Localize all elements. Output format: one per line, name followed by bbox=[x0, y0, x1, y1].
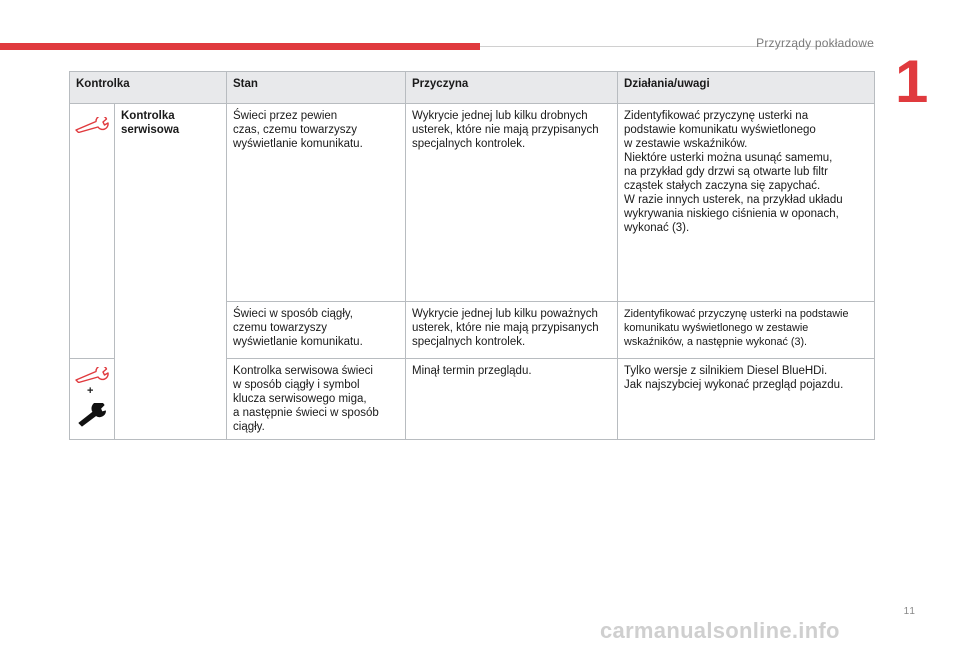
icon-cell bbox=[70, 359, 115, 440]
warning-name-cell bbox=[115, 104, 227, 440]
wrench-filled-icon bbox=[77, 403, 107, 427]
table-row bbox=[70, 104, 875, 302]
table-cell: Tylko wersje z silnikiem Diesel BlueHDi. Jak najszybciej wykonać przegląd pojazdu. bbox=[618, 359, 875, 440]
wrench-outline-icon bbox=[75, 117, 109, 133]
wrench-outline-icon bbox=[75, 367, 109, 383]
table-header-row bbox=[70, 72, 875, 104]
icon-cell bbox=[70, 104, 115, 359]
table-cell: Świeci w sposób ciągły, czemu towarzyszy wyświetlanie komunikatu. bbox=[227, 302, 406, 359]
column-header-przyczyna: Przyczyna bbox=[406, 72, 618, 104]
watermark: carmanualsonline.info bbox=[600, 618, 840, 643]
column-header-kontrolka: Kontrolka bbox=[70, 72, 227, 104]
section-title: Przyrządy pokładowe bbox=[756, 36, 874, 50]
table-cell: Wykrycie jednej lub kilku poważnych usterek, które nie mają przypisanych specjalnych kontrolek. bbox=[406, 302, 618, 359]
column-header-stan: Stan bbox=[227, 72, 406, 104]
table-cell: Kontrolka serwisowa świeci w sposób ciągły i symbol klucza serwisowego miga, a następnie świeci w sposób ciągły. bbox=[227, 359, 406, 440]
table-cell: Zidentyfikować przyczynę usterki na podstawie komunikatu wyświetlonego w zestawie wskaźników. Niektóre usterki można usunąć samemu, na przykład gdy drzwi są otwarte lub filtr cząstek stałych zaczyna się zapychać. W razie innych usterek, na przykład układu wykrywania niskiego ciśnienia w oponach, wykonać (3). bbox=[618, 104, 875, 302]
warning-name: Kontrolka serwisowa bbox=[121, 110, 180, 136]
plus-sign: + bbox=[87, 385, 94, 397]
column-header-dzialania: Działania/uwagi bbox=[618, 72, 875, 104]
table-cell: Minął termin przeglądu. bbox=[406, 359, 618, 440]
table-cell: Zidentyfikować przyczynę usterki na podstawie komunikatu wyświetlonego w zestawie wskaźników, a następnie wykonać (3). bbox=[618, 302, 875, 359]
table-cell: Świeci przez pewien czas, czemu towarzyszy wyświetlanie komunikatu. bbox=[227, 104, 406, 302]
header-red-bar bbox=[0, 43, 480, 50]
chapter-number: 1 bbox=[895, 48, 929, 115]
warning-lights-table bbox=[69, 71, 875, 440]
page-number: 11 bbox=[903, 606, 916, 617]
table-cell: Wykrycie jednej lub kilku drobnych usterek, które nie mają przypisanych specjalnych kontrolek. bbox=[406, 104, 618, 302]
